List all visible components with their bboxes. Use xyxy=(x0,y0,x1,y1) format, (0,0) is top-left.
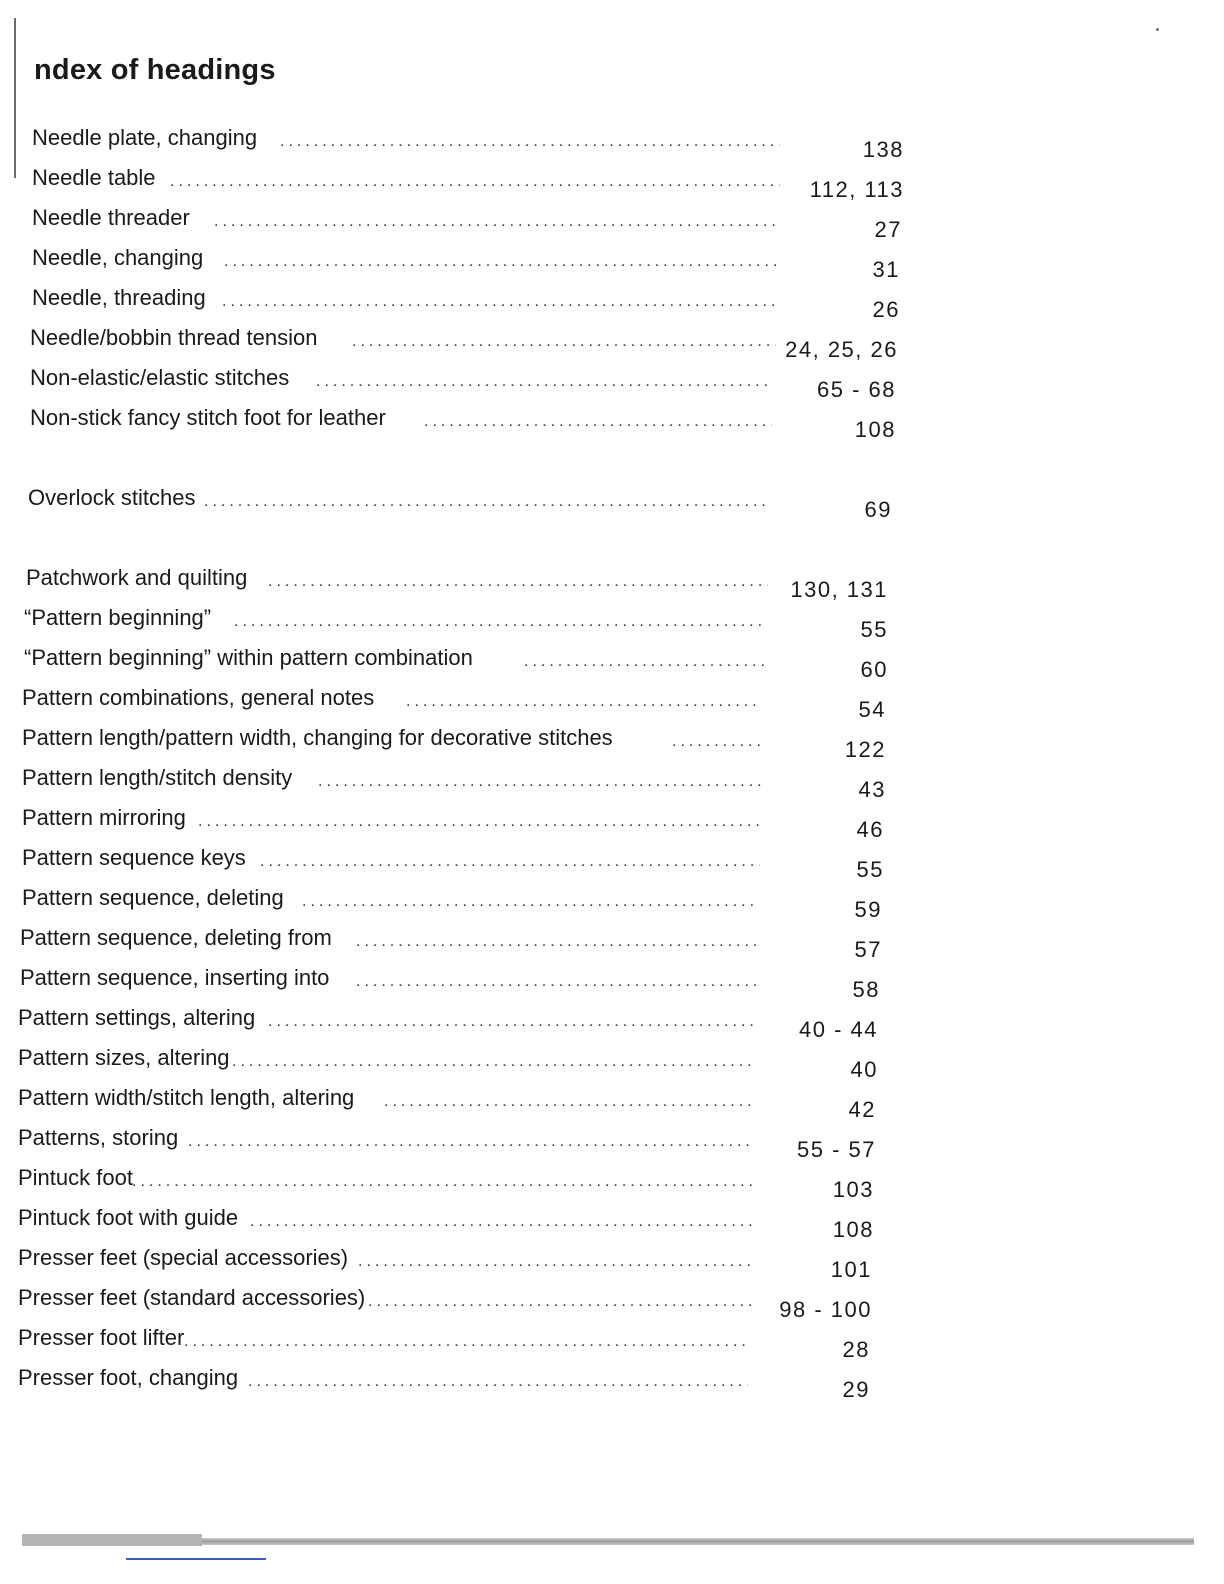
index-entry-page: 98 - 100 xyxy=(779,1297,872,1322)
dotted-leader xyxy=(352,328,776,356)
index-entry-page: 40 - 44 xyxy=(799,1017,878,1042)
index-entry-page: 31 xyxy=(872,257,900,282)
index-entry-label: Pattern sequence, deleting from xyxy=(20,925,332,950)
index-entry-page: 101 xyxy=(830,1257,872,1282)
index-entry-page: 65 - 68 xyxy=(817,377,896,402)
index-entry-label: Needle/bobbin thread tension xyxy=(30,325,318,350)
index-entry-label: Pintuck foot xyxy=(18,1165,133,1190)
dotted-leader xyxy=(132,1168,752,1196)
index-entry-page: 55 - 57 xyxy=(797,1137,876,1162)
index-entry-label: Presser feet (standard accessories) xyxy=(18,1285,366,1310)
index-entry-page: 112, 113 xyxy=(809,177,904,202)
dotted-leader xyxy=(384,1088,754,1116)
dotted-leader xyxy=(280,128,780,156)
index-entry-label: Needle threader xyxy=(32,205,190,230)
dotted-leader xyxy=(318,768,762,796)
index-entry-page: 108 xyxy=(832,1217,874,1242)
index-entry-label: Pattern sequence keys xyxy=(22,845,246,870)
index-entry-label: Non-stick fancy stitch foot for leather xyxy=(30,405,386,430)
dotted-leader xyxy=(356,968,756,996)
index-entry-label: Pattern mirroring xyxy=(22,805,186,830)
index-entry-label: Pattern length/stitch density xyxy=(22,765,293,790)
dotted-leader xyxy=(316,368,772,396)
index-entry-page: 57 xyxy=(854,937,882,962)
index-entry-label: Non-elastic/elastic stitches xyxy=(30,365,290,390)
dotted-leader xyxy=(248,1368,748,1396)
index-entry-label: “Pattern beginning” xyxy=(24,605,212,630)
index-entry-page: 28 xyxy=(842,1337,870,1362)
index-entry-page: 59 xyxy=(854,897,882,922)
dotted-leader xyxy=(214,208,778,236)
index-entry-label: Pattern sequence, inserting into xyxy=(20,965,330,990)
index-entry-label: Needle plate, changing xyxy=(32,125,258,150)
index-entry-label: Overlock stitches xyxy=(28,485,196,510)
dotted-leader xyxy=(406,688,762,716)
index-entry-label: Pattern length/pattern width, changing for decorative stitches xyxy=(22,725,613,750)
index-entry-label: Needle, changing xyxy=(32,245,204,270)
dotted-leader xyxy=(260,848,760,876)
index-entry-label: Needle table xyxy=(32,165,156,190)
index-entry-page: 24, 25, 26 xyxy=(785,337,898,362)
index-entry-page: 108 xyxy=(854,417,896,442)
dotted-leader xyxy=(250,1208,752,1236)
index-entry-label: Needle, threading xyxy=(32,285,206,310)
index-entry-page: 46 xyxy=(856,817,884,842)
index-entry-label: Pattern width/stitch length, altering xyxy=(18,1085,355,1110)
dotted-leader xyxy=(424,408,772,436)
dotted-leader xyxy=(356,928,756,956)
index-entry-label: Patchwork and quilting xyxy=(26,565,248,590)
index-entry-page: 42 xyxy=(848,1097,876,1122)
index-entry-label: Patterns, storing xyxy=(18,1125,179,1150)
index-entry-page: 69 xyxy=(864,497,892,522)
index-entry-label: Pattern sequence, deleting xyxy=(22,885,284,910)
dotted-leader xyxy=(222,288,776,316)
index-entry-page: 138 xyxy=(862,137,904,162)
index-entry-page: 40 xyxy=(850,1057,878,1082)
index-entry-page: 55 xyxy=(856,857,884,882)
index-entry-page: 27 xyxy=(874,217,902,242)
index-entry-label: Pattern sizes, altering xyxy=(18,1045,230,1070)
index-entry-page: 122 xyxy=(844,737,886,762)
index-entry-label: Presser foot lifter xyxy=(18,1325,185,1350)
dotted-leader xyxy=(524,648,764,676)
index-entry-label: Pattern combinations, general notes xyxy=(22,685,375,710)
index-entry-label: “Pattern beginning” within pattern combination xyxy=(24,645,473,670)
dotted-leader xyxy=(170,168,780,196)
index-entry-page: 55 xyxy=(860,617,888,642)
dotted-leader xyxy=(234,608,764,636)
dotted-leader xyxy=(188,1128,754,1156)
dotted-leader xyxy=(204,488,768,516)
index-entry-label: Presser foot, changing xyxy=(18,1365,239,1390)
dotted-leader xyxy=(184,1328,750,1356)
index-entry-label: Pattern settings, altering xyxy=(18,1005,256,1030)
dotted-leader xyxy=(224,248,778,276)
page-title: ndex of headings xyxy=(34,54,276,86)
dotted-leader xyxy=(268,568,768,596)
index-entry-page: 26 xyxy=(872,297,900,322)
index-entry-page: 54 xyxy=(858,697,886,722)
index-entry-page: 58 xyxy=(852,977,880,1002)
dotted-leader xyxy=(368,1288,752,1316)
footer-rule-accent xyxy=(22,1534,202,1546)
dotted-leader xyxy=(198,808,762,836)
index-entry-page: 29 xyxy=(842,1377,870,1402)
index-entry-page: 130, 131 xyxy=(790,577,888,602)
index-entry-page: 43 xyxy=(858,777,886,802)
dotted-leader xyxy=(358,1248,752,1276)
dotted-leader xyxy=(302,888,758,916)
dotted-leader xyxy=(268,1008,754,1036)
index-entry-page: 103 xyxy=(832,1177,874,1202)
index-entry-page: 60 xyxy=(860,657,888,682)
dotted-leader xyxy=(232,1048,754,1076)
index-entry-label: Presser feet (special accessories) xyxy=(18,1245,349,1270)
footer-blue-mark xyxy=(126,1558,266,1560)
index-entry-label: Pintuck foot with guide xyxy=(18,1205,239,1230)
